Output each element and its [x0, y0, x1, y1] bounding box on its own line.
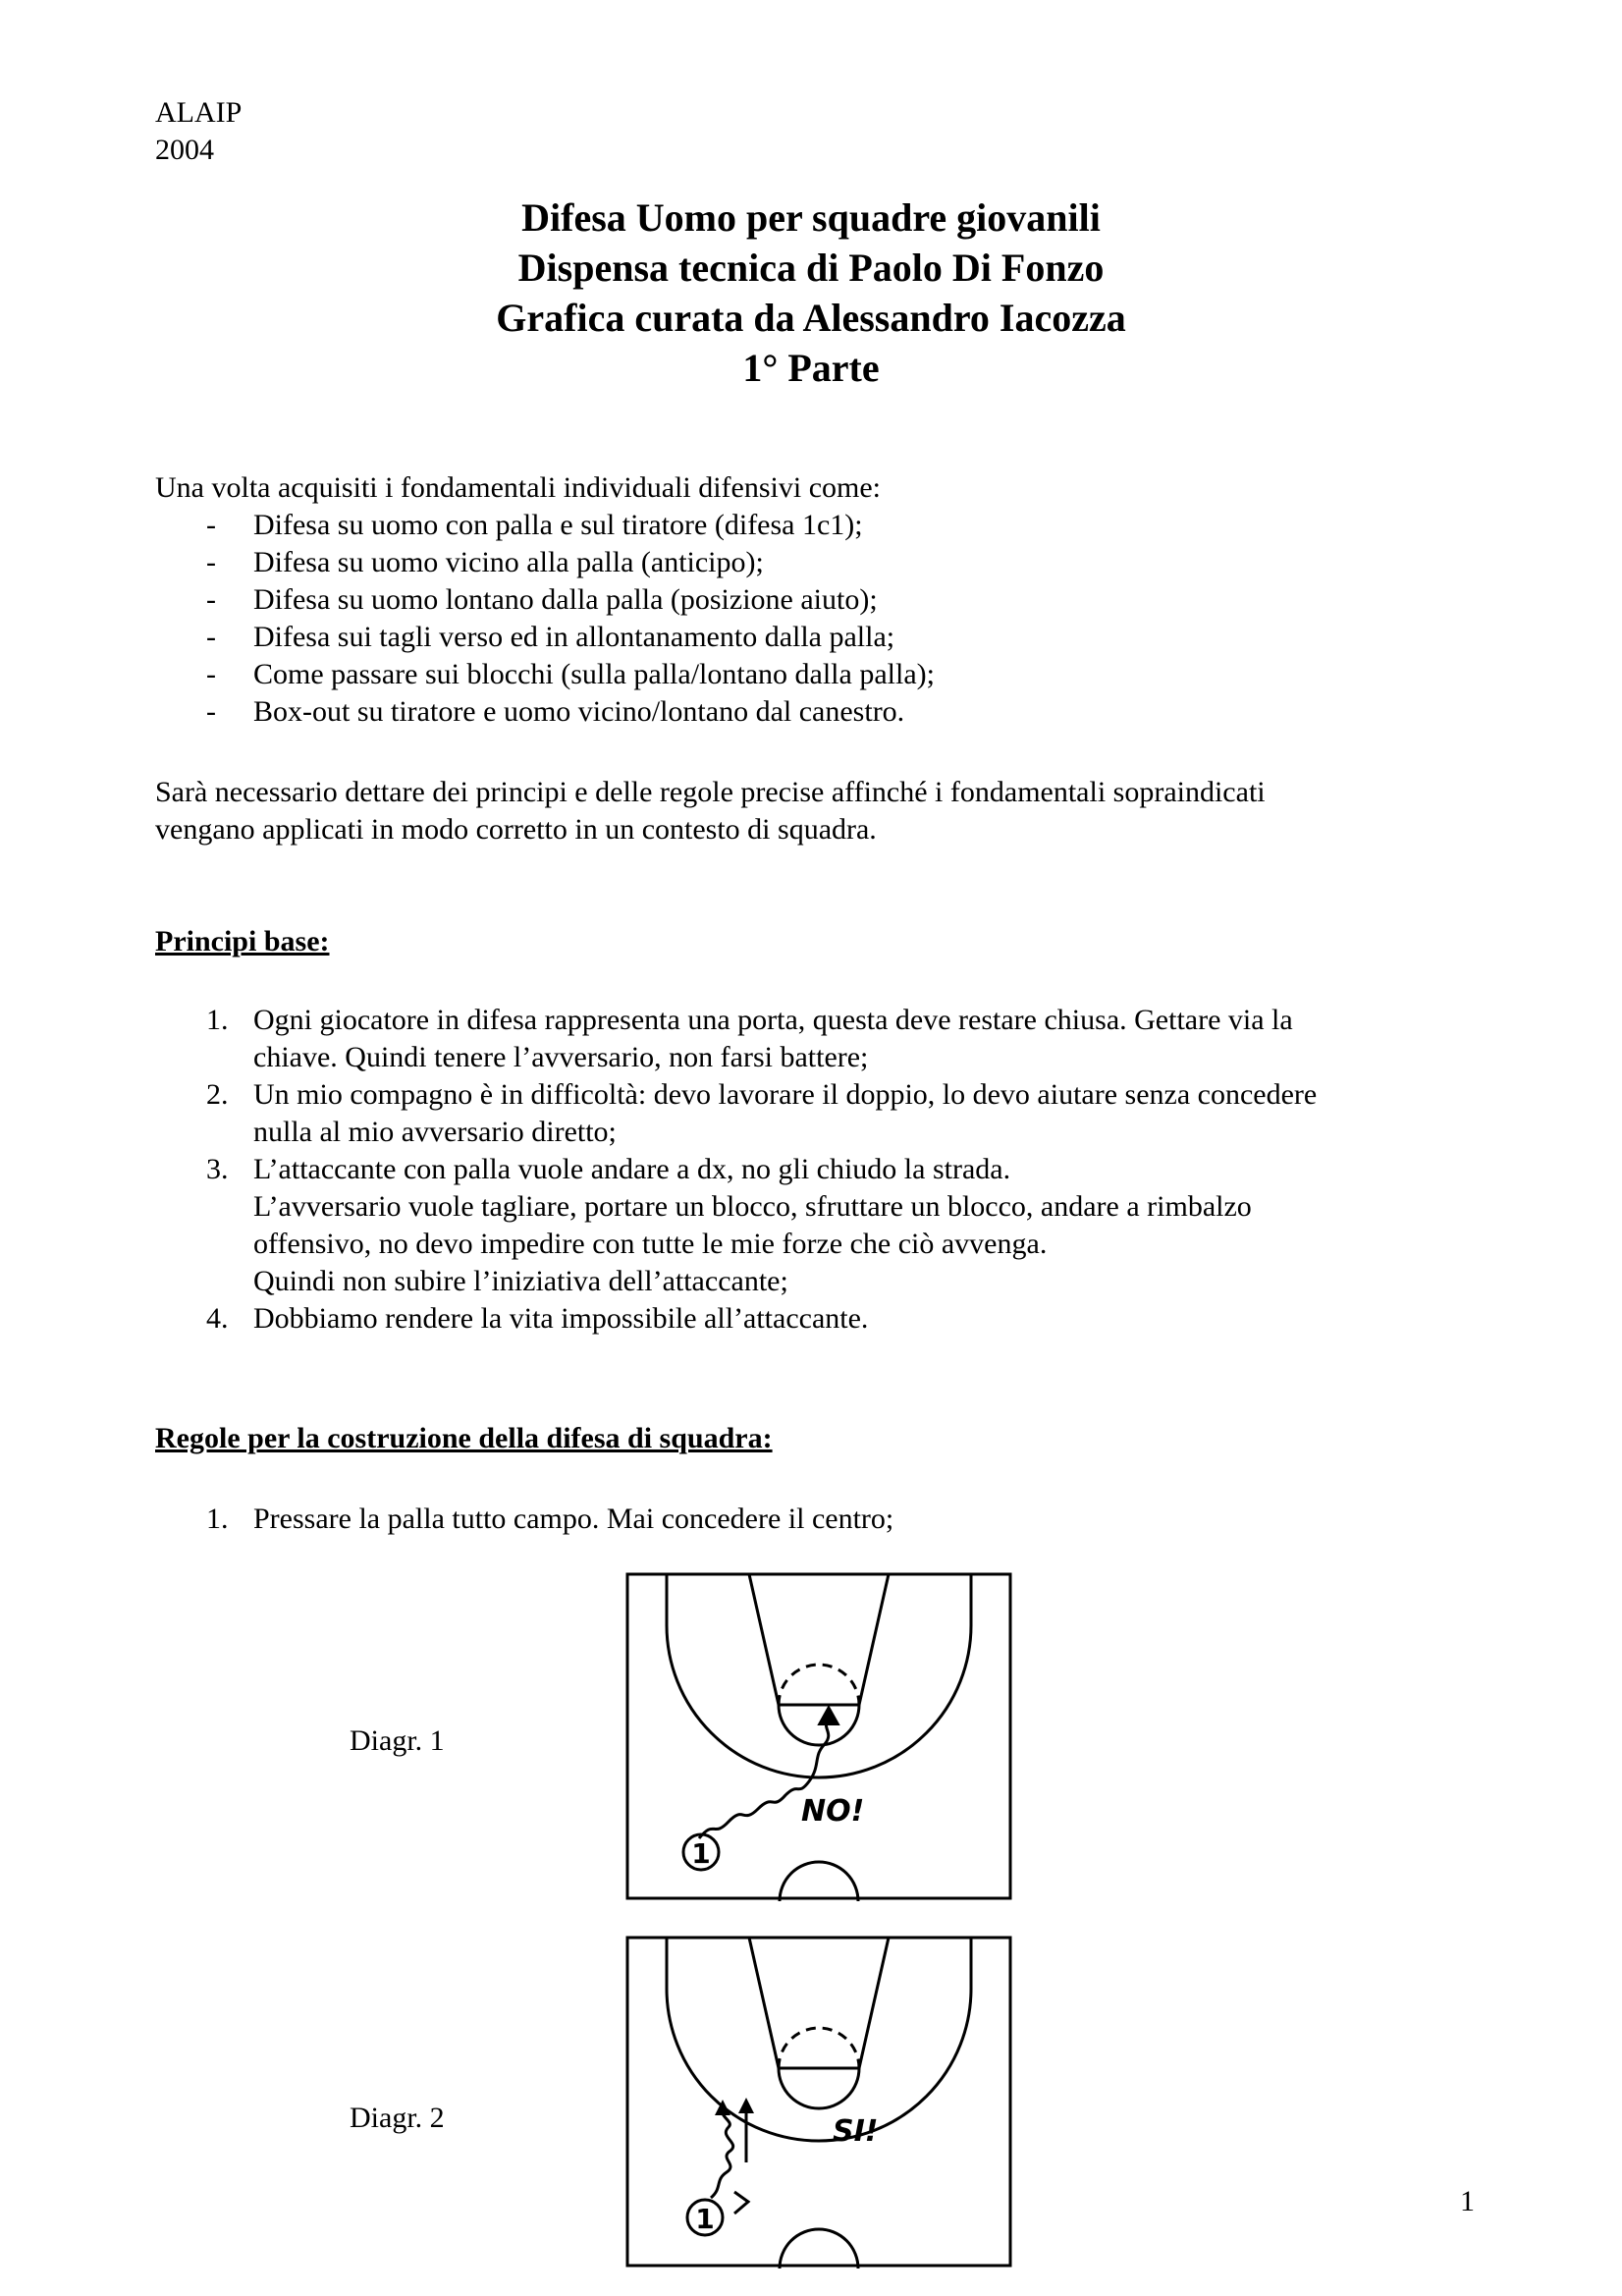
title-line-1: Difesa Uomo per squadre giovanili: [521, 195, 1101, 240]
annotation-no: NO!: [801, 1794, 865, 1829]
list-item: - Difesa su uomo vicino alla palla (anticipo);: [206, 546, 764, 578]
rules-heading: Regole per la costruzione della difesa di squadra:: [155, 1422, 773, 1454]
dribble-path: [711, 2107, 733, 2198]
free-throw-circle-top: [779, 2028, 859, 2068]
list-item: - Difesa su uomo lontano dalla palla (posizione aiuto);: [206, 583, 878, 616]
paragraph: Sarà necessario dettare dei principi e delle regole precise affinché i fondamentali sopraindicati vengano applicati in modo corretto in un contesto di squadra.: [155, 776, 1266, 846]
org-name: ALAIP: [155, 96, 243, 129]
court-boundary: [627, 1938, 1010, 2266]
three-point-arc: [667, 1574, 971, 1777]
free-throw-circle-top: [779, 1665, 859, 1705]
list-item: 1. Ogni giocatore in difesa rappresenta una porta, questa deve restare chiusa. Gettare via la chiave. Quindi tenere l’avversario, non farsi battere;: [206, 1004, 1293, 1073]
center-circle: [780, 1862, 858, 1901]
intro-lead: Una volta acquisiti i fondamentali individuali difensivi come:: [155, 471, 881, 504]
list-item: 4. Dobbiamo rendere la vita impossibile all’attaccante.: [206, 1302, 869, 1335]
list-item: - Difesa su uomo con palla e sul tiratore (difesa 1c1);: [206, 509, 863, 541]
year: 2004: [155, 134, 214, 166]
diagram-1-court: [624, 1571, 1013, 1901]
free-throw-lane: [749, 1574, 889, 1705]
title-line-3: Grafica curata da Alessandro Iacozza: [496, 296, 1126, 340]
document-title: [0, 192, 1622, 393]
list-item: - Box-out su tiratore e uomo vicino/lontano dal canestro.: [206, 695, 905, 728]
rules-list: [155, 1501, 1530, 1538]
diagram-1-label: Diagr. 1: [350, 1724, 445, 1757]
diagram-2-label: Diagr. 2: [350, 2102, 445, 2134]
title-line-2: Dispensa tecnica di Paolo Di Fonzo: [517, 246, 1105, 290]
principles-heading: Principi base:: [155, 925, 330, 957]
diagram-2-court: [624, 1935, 1013, 2269]
principles-list: [155, 1002, 1530, 1338]
free-throw-circle-bottom: [779, 2068, 859, 2108]
center-circle: [780, 2229, 858, 2269]
arrow-up-icon: [738, 2098, 754, 2113]
list-item: 2. Un mio compagno è in difficoltà: devo lavorare il doppio, lo devo aiutare senza concedere nulla al mio avversario diretto;: [206, 1078, 1318, 1148]
player-number: 1: [695, 2203, 715, 2235]
defender-icon: [734, 2192, 748, 2214]
title-line-4: 1° Parte: [742, 346, 880, 390]
list-item: - Difesa sui tagli verso ed in allontanamento dalla palla;: [206, 621, 895, 653]
free-throw-lane: [749, 1938, 889, 2068]
three-point-arc: [667, 1938, 971, 2141]
intro-section: [155, 469, 1530, 731]
annotation-si: SI!: [833, 2114, 879, 2149]
list-item: - Come passare sui blocchi (sulla palla/lontano dalla palla);: [206, 658, 935, 690]
arrow-up-icon: [819, 1707, 838, 1724]
list-item: 3. L’attaccante con palla vuole andare a dx, no gli chiudo la strada. L’avversario vuole tagliare, portare un blocco, sfruttare un blocco, andare a rimbalzo offensivo, no devo impedire con tutte le mie forze che ciò avvenga. Quindi non subire l’iniziativa dell’attaccante;: [206, 1153, 1252, 1297]
player-number: 1: [691, 1837, 711, 1870]
document-header: [155, 94, 242, 169]
list-item: 1. Pressare la palla tutto campo. Mai concedere il centro;: [206, 1503, 894, 1535]
page-number: 1: [1460, 2185, 1475, 2217]
fundamentals-list: [155, 507, 1530, 731]
